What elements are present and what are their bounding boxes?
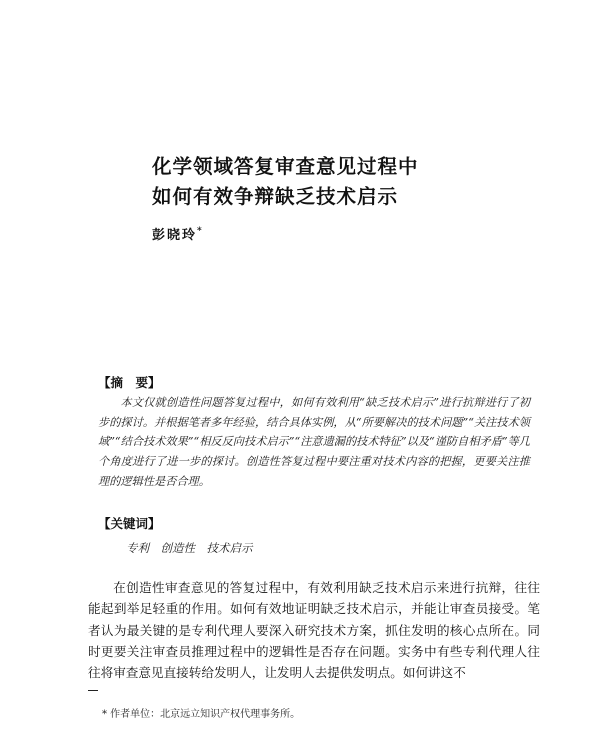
keywords-list: 专利 创造性 技术启示 bbox=[126, 541, 253, 555]
author-name bbox=[152, 224, 204, 243]
title-line-2: 如何有效争辩缺乏技术启示 bbox=[152, 185, 399, 208]
author-footnote-mark: * bbox=[197, 226, 204, 237]
abstract-body bbox=[98, 393, 530, 492]
author-name-text: 彭晓玲 bbox=[152, 228, 198, 243]
title-line-1: 化学领域答复审查意见过程中 bbox=[152, 155, 419, 178]
footnote-divider bbox=[88, 690, 98, 691]
body-paragraph: 在创造性审查意见的答复过程中，有效利用缺乏技术启示来进行抗辩，往往能起到举足轻重的作用。如何有效地证明缺乏技术启示，并能让审查员接受。笔者认为最关键的是专利代理人要深入研究技术方案，抓住发明的核心点所在。同时更要关注审查员推理过程中的逻辑性是否存在问题。实务中有些专利代理人往往将审查意见直接转给发明人，让发明人去提供发明点。如何讲这不 bbox=[88, 580, 540, 681]
abstract-paragraph: 本文仅就创造性问题答复过程中，如何有效利用“缺乏技术启示”进行抗辩进行了初步的探讨。并根据笔者多年经验，结合具体实例，从“所要解决的技术问题”“关注技术领域”“结合技术效果”“相反反向技术启示”“注意遗漏的技术特征”以及“谨防自相矛盾”等几个角度进行了进一步的探讨。创造性答复过程中要注重对技术内容的把握，更要关注推理的逻辑性是否合理。 bbox=[98, 396, 530, 488]
footnote-affiliation: * 作者单位：北京远立知识产权代理事务所。 bbox=[102, 709, 301, 720]
article-title bbox=[152, 152, 512, 212]
main-body bbox=[88, 577, 540, 683]
keywords-heading: 【关键词】 bbox=[98, 516, 161, 531]
abstract-heading: 【摘 要】 bbox=[98, 375, 161, 390]
